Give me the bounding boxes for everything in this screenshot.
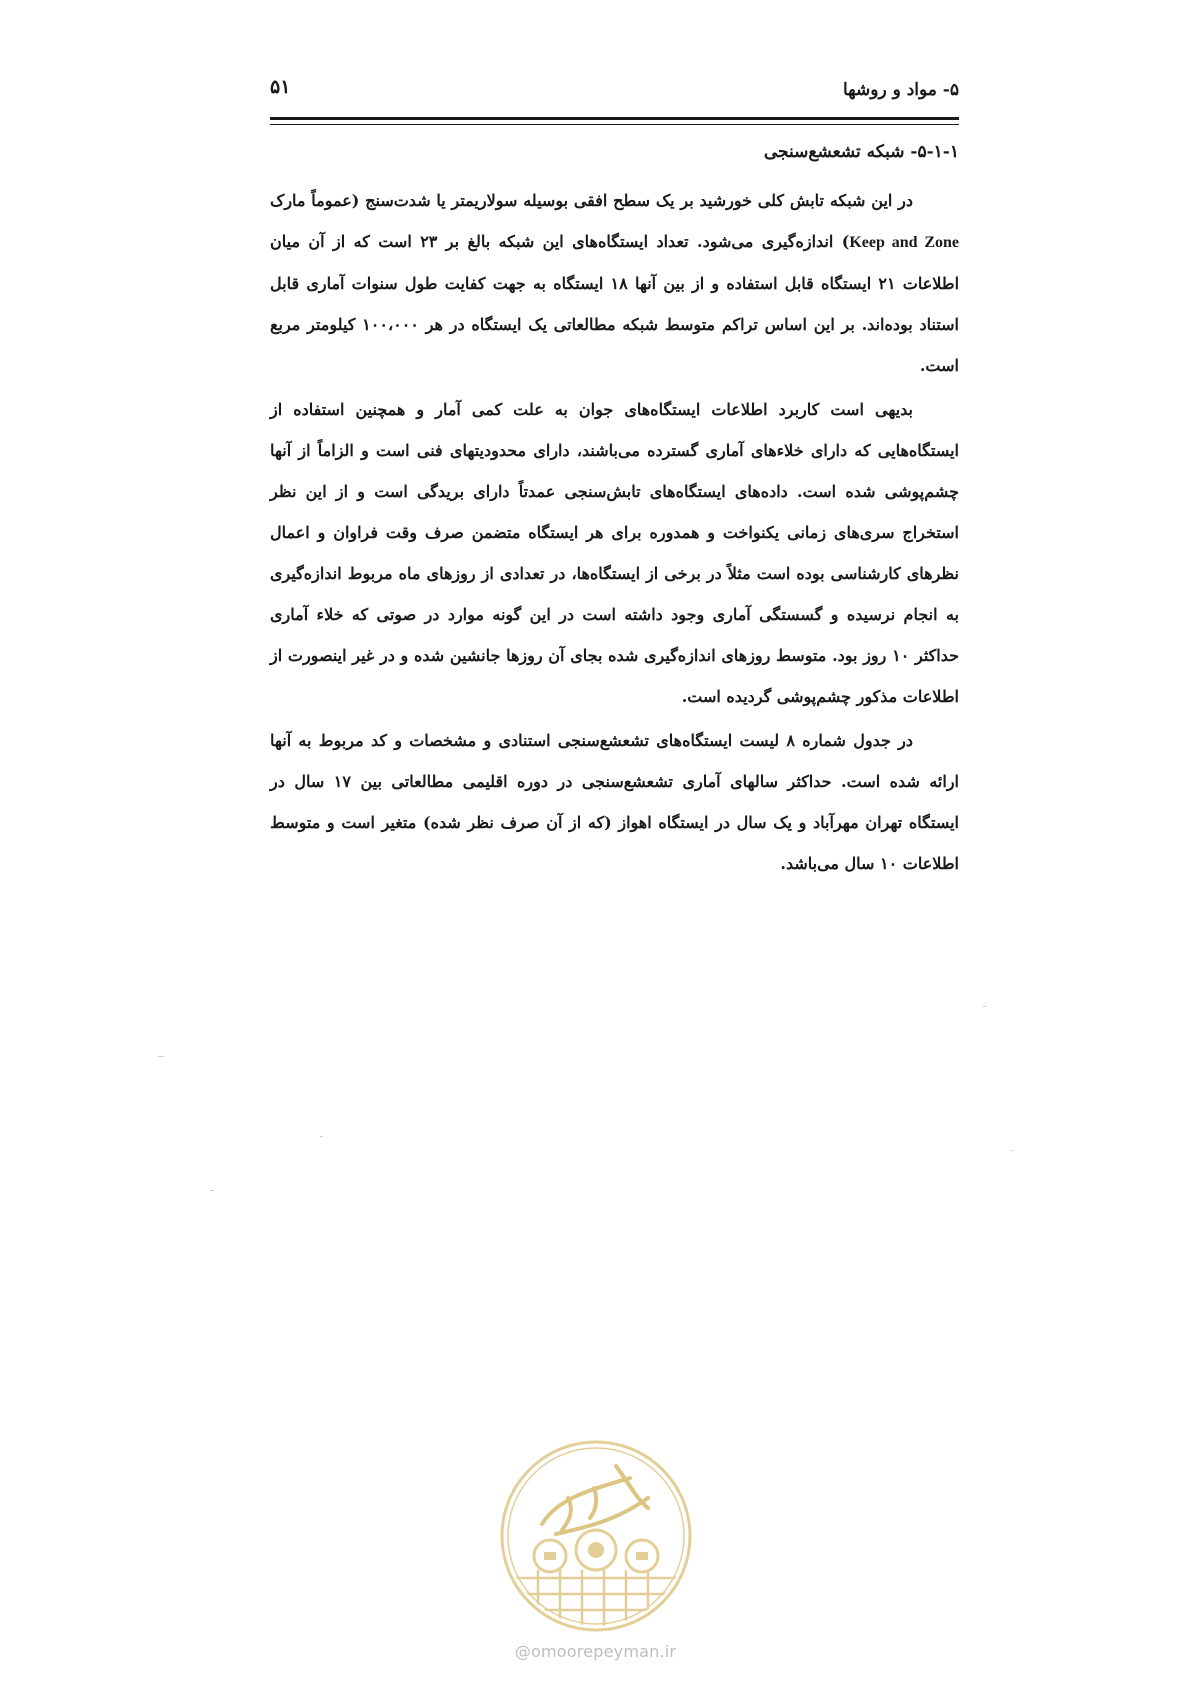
section-heading: ۵-۱-۱- شبکه تشعشع‌سنجی [763,142,959,162]
running-title: ۵- مواد و روشها [842,80,959,100]
scan-speck [320,1136,323,1137]
scan-speck [158,1056,164,1057]
paragraph-1-text-b: ) اندازه‌گیری می‌شود. تعداد ایستگاه‌های این شبکه بالغ بر ۲۳ است که از آن میان اطلاعات ۲۱ ایستگاه قابل استفاده و از بین آنها ۱۸ ایستگاه به جهت کفایت طول سنوات آماری قابل استناد بوده‌اند. بر این اساس تراکم متوسط شبکه مطالعاتی یک ایستگاه در هر ۱۰۰،۰۰۰ کیلومتر مربع است. [270,232,960,375]
brand-name: Keep and Zone [849,234,960,251]
scan-speck [210,1190,214,1191]
paragraph-1 [270,180,959,386]
paragraph-2: بدیهی است کاربرد اطلاعات ایستگاه‌های جوان به علت کمی آمار و همچنین استفاده از ایستگاه‌هایی که دارای خلاءهای آماری گسترده می‌باشند، دارای محدودیتهای فنی است و الزاماً از آنها چشم‌پوشی شده است. داده‌های ایستگاه‌های تابش‌سنجی عمدتاً دارای بریدگی است و از این نظر استخراج سری‌های زمانی یکنواخت و همدوره برای هر ایستگاه متضمن صرف وقت فراوان و اعمال نظرهای کارشناسی بوده است مثلاً در برخی از ایستگاه‌ها، در تعدادی از روزهای ماه مربوط اندازه‌گیری به انجام نرسیده و گسستگی آماری وجود داشته است در این گونه موارد در صوتی که خلاء آماری حداکثر ۱۰ روز بود. متوسط روزهای اندازه‌گیری شده بجای آن روزها جانشین شده و در غیر اینصورت از اطلاعات مذکور چشم‌پوشی گردیده است. [270,400,960,706]
header-rule-thick [270,117,959,120]
page-number: ۵۱ [270,76,291,98]
scan-speck [983,1006,986,1007]
scan-speck [1010,1150,1013,1151]
header-rule-thin [270,124,959,125]
paragraph-3: در جدول شماره ۸ لیست ایستگاه‌های تشعشع‌سنجی استنادی و مشخصات و کد مربوط به آنها ارائه شده است. حداکثر سالهای آماری تشعشع‌سنجی در دوره اقلیمی مطالعاتی بین ۱۷ سال در ایستگاه تهران مهرآباد و یک سال در ایستگاه اهواز (که از آن صرف نظر شده) متغیر است و متوسط اطلاعات ۱۰ سال می‌باشد. [270,731,959,873]
watermark-url: @omoorepeyman.ir [514,1642,677,1661]
body-content [270,138,959,887]
page-header [270,70,959,110]
paragraph-1-text-a: در این شبکه تابش کلی خورشید بر یک سطح افقی بوسیله سولاریمتر یا شدت‌سنج (عموماً مارک [270,191,913,210]
watermark-logo [498,1438,694,1634]
